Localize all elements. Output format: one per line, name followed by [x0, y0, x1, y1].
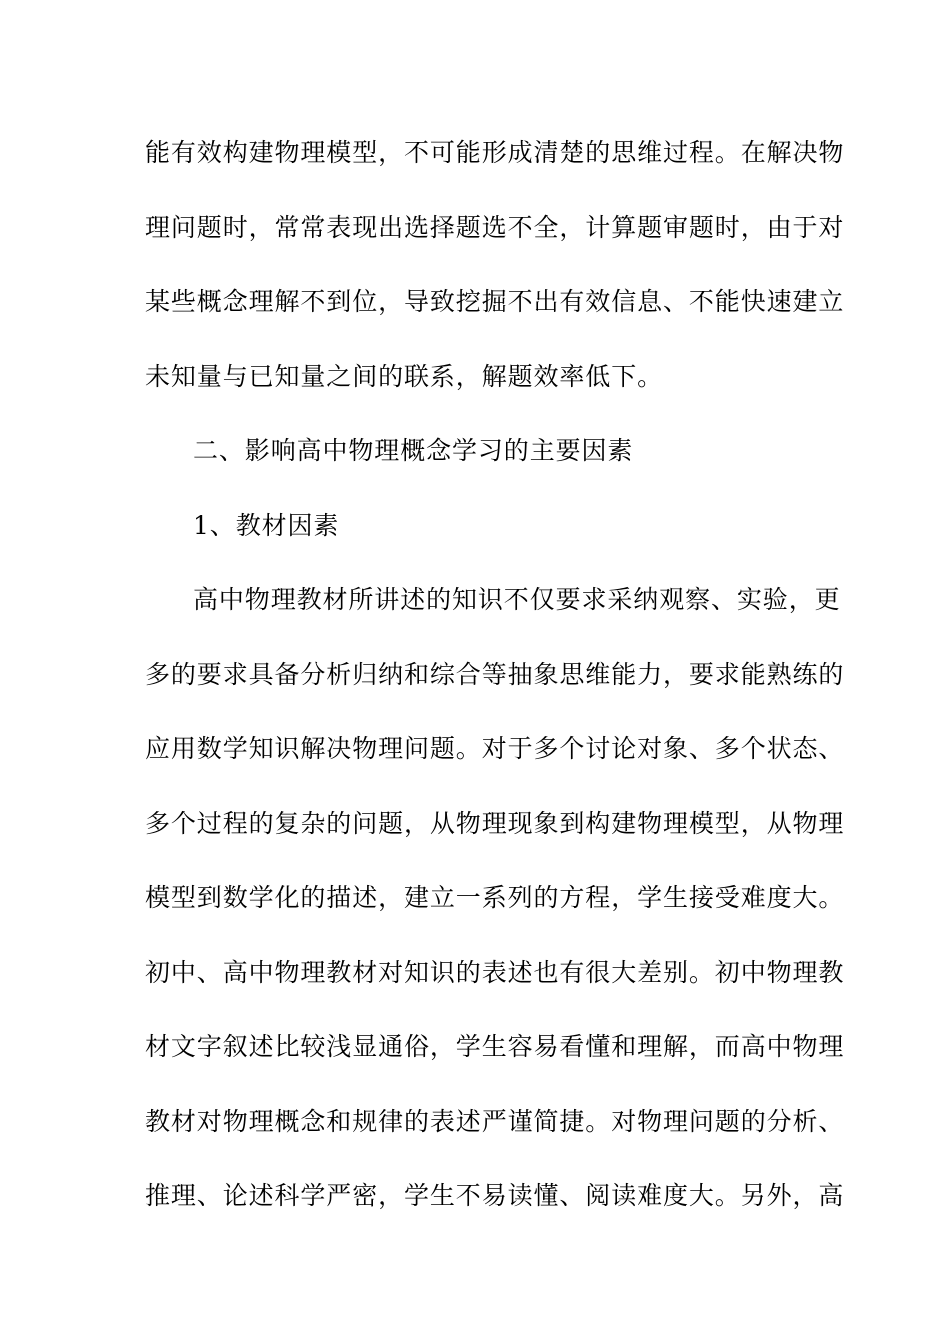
text-line: 材文字叙述比较浅显通俗，学生容易看懂和理解，而高中物理 — [145, 1032, 845, 1061]
text-line: 能有效构建物理模型，不可能形成清楚的思维过程。在解决物 — [145, 138, 845, 167]
paragraph-first-line: 高中物理教材所讲述的知识不仅要求采纳观察、实验，更 — [193, 585, 841, 614]
text-line: 初中、高中物理教材对知识的表述也有很大差别。初中物理教 — [145, 957, 845, 987]
text-line: 某些概念理解不到位，导致挖掘不出有效信息、不能快速建立 — [145, 287, 845, 316]
document-body — [145, 125, 845, 1243]
text-line: 推理、论述科学严密，学生不易读懂、阅读难度大。另外，高 — [145, 1181, 845, 1210]
text-line: 模型到数学化的描述，建立一系列的方程，学生接受难度大。 — [145, 883, 845, 912]
text-line: 应用数学知识解决物理问题。对于多个讨论对象、多个状态、 — [145, 734, 845, 763]
subsection-heading: 1、教材因素 — [193, 510, 340, 540]
text-line: 教材对物理概念和规律的表述严谨简捷。对物理问题的分析、 — [145, 1106, 845, 1136]
section-heading: 二、影响高中物理概念学习的主要因素 — [193, 436, 634, 465]
text-line: 多的要求具备分析归纳和综合等抽象思维能力，要求能熟练的 — [145, 659, 845, 689]
text-line: 未知量与已知量之间的联系，解题效率低下。 — [145, 361, 664, 391]
text-line: 理问题时，常常表现出选择题选不全，计算题审题时，由于对 — [145, 212, 845, 242]
text-line: 多个过程的复杂的问题，从物理现象到构建物理模型，从物理 — [145, 808, 845, 838]
